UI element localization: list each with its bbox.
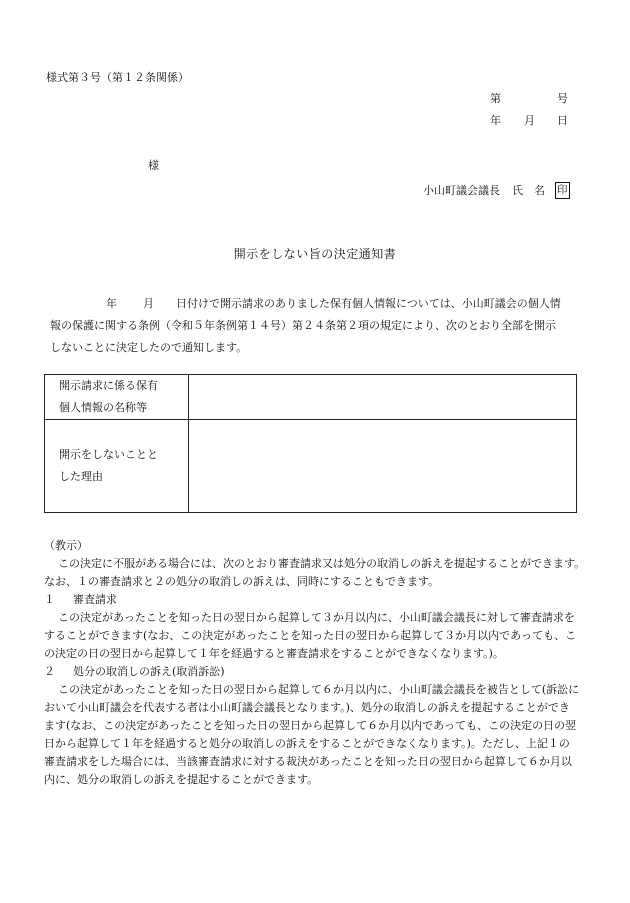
issuer-title: 小山町議会議長 xyxy=(423,183,500,197)
section-2-number: ２ xyxy=(44,665,55,678)
date-day-label: 日 xyxy=(557,114,568,127)
reason-value[interactable] xyxy=(189,420,577,513)
section-2-line-1: この決定があったことを知った日の翌日から起算して６か月以内に、小山町議会議長を被告として(訴訟に xyxy=(58,683,580,696)
table-row xyxy=(45,420,577,513)
info-name-label xyxy=(45,375,189,420)
section-1-title: 審査請求 xyxy=(73,593,117,606)
section-2-line-6: 内に、処分の取消しの訴えを提起することができます。 xyxy=(44,773,319,786)
issuer-name-label: 氏 名 xyxy=(512,183,545,197)
issuer-block xyxy=(423,182,570,199)
date-month-label: 月 xyxy=(524,114,535,127)
section-2-heading xyxy=(44,663,584,681)
body-year-label: 年 xyxy=(106,297,117,310)
form-number: 様式第３号（第１２条関係） xyxy=(46,71,189,84)
section-1-line-1: この決定があったことを知った日の翌日から起算して３か月以内に、小山町議会議長に対して審査請求を xyxy=(58,611,575,624)
info-name-label-line-1: 開示請求に係る保有 xyxy=(59,379,158,392)
section-1-number: １ xyxy=(44,593,55,606)
info-name-value[interactable] xyxy=(189,375,577,420)
section-2-line-3: ます(なお、この決定があったことを知った日の翌日から起算して６か月以内であっても、この決定の日の翌 xyxy=(44,719,577,732)
info-name-label-line-2: 個人情報の名称等 xyxy=(59,401,147,414)
body-line-1 xyxy=(50,293,580,315)
body-line-3: しないことに決定したので通知します。 xyxy=(50,341,248,354)
reason-label-line-1: 開示をしないことと xyxy=(59,448,158,461)
body-line-1-text: 日付けで開示請求のありました保有個人情報については、小山町議会の個人情 xyxy=(176,297,561,310)
document-number-suffix: 号 xyxy=(557,92,568,105)
section-1-line-2: することができます(なお、この決定があったことを知った日の翌日から起算して３か月以内であっても、こ xyxy=(44,629,577,642)
date-year-label: 年 xyxy=(490,114,501,127)
section-2-title: 処分の取消しの訴え(取消訴訟) xyxy=(73,665,225,678)
table-row xyxy=(45,375,577,420)
section-1-line-3: の決定の日の翌日から起算して１年を経過すると審査請求をすることができなくなります。)。 xyxy=(44,647,504,660)
section-1-heading xyxy=(44,591,584,609)
section-2-line-4: 日から起算して１年を経過すると処分の取消しの訴えをすることができなくなります。)。ただし、上記１の xyxy=(44,737,570,750)
notice-heading: （教示） xyxy=(44,539,88,552)
document-number-label: 第 xyxy=(490,92,501,105)
reason-label xyxy=(45,420,189,513)
notice-p2: なお、１の審査請求と２の処分の取消しの訴えは、同時にすることもできます。 xyxy=(44,575,440,588)
addressee-suffix: 様 xyxy=(148,159,159,172)
appeal-notice xyxy=(44,537,584,789)
notice-p1: この決定に不服がある場合には、次のとおり審査請求又は処分の取消しの訴えを提起することができます。 xyxy=(58,557,586,570)
section-2-line-2: おいて小山町議会を代表する者は小山町議会議長となります。)、処分の取消しの訴えを提起することができ xyxy=(44,701,570,714)
body-line-2: 報の保護に関する条例（令和５年条例第１４号）第２４条第２項の規定により、次のとおり全部を開示 xyxy=(50,319,556,332)
info-table xyxy=(44,374,577,513)
seal-mark: 印 xyxy=(555,182,570,199)
section-2-line-5: 審査請求をした場合には、当該審査請求に対する裁決があったことを知った日の翌日から起算して６か月以 xyxy=(44,755,572,768)
reason-label-line-2: した理由 xyxy=(59,470,103,483)
body-paragraph xyxy=(50,293,580,359)
document-title: 開示をしない旨の決定通知書 xyxy=(233,247,397,261)
body-month-label: 月 xyxy=(143,297,154,310)
